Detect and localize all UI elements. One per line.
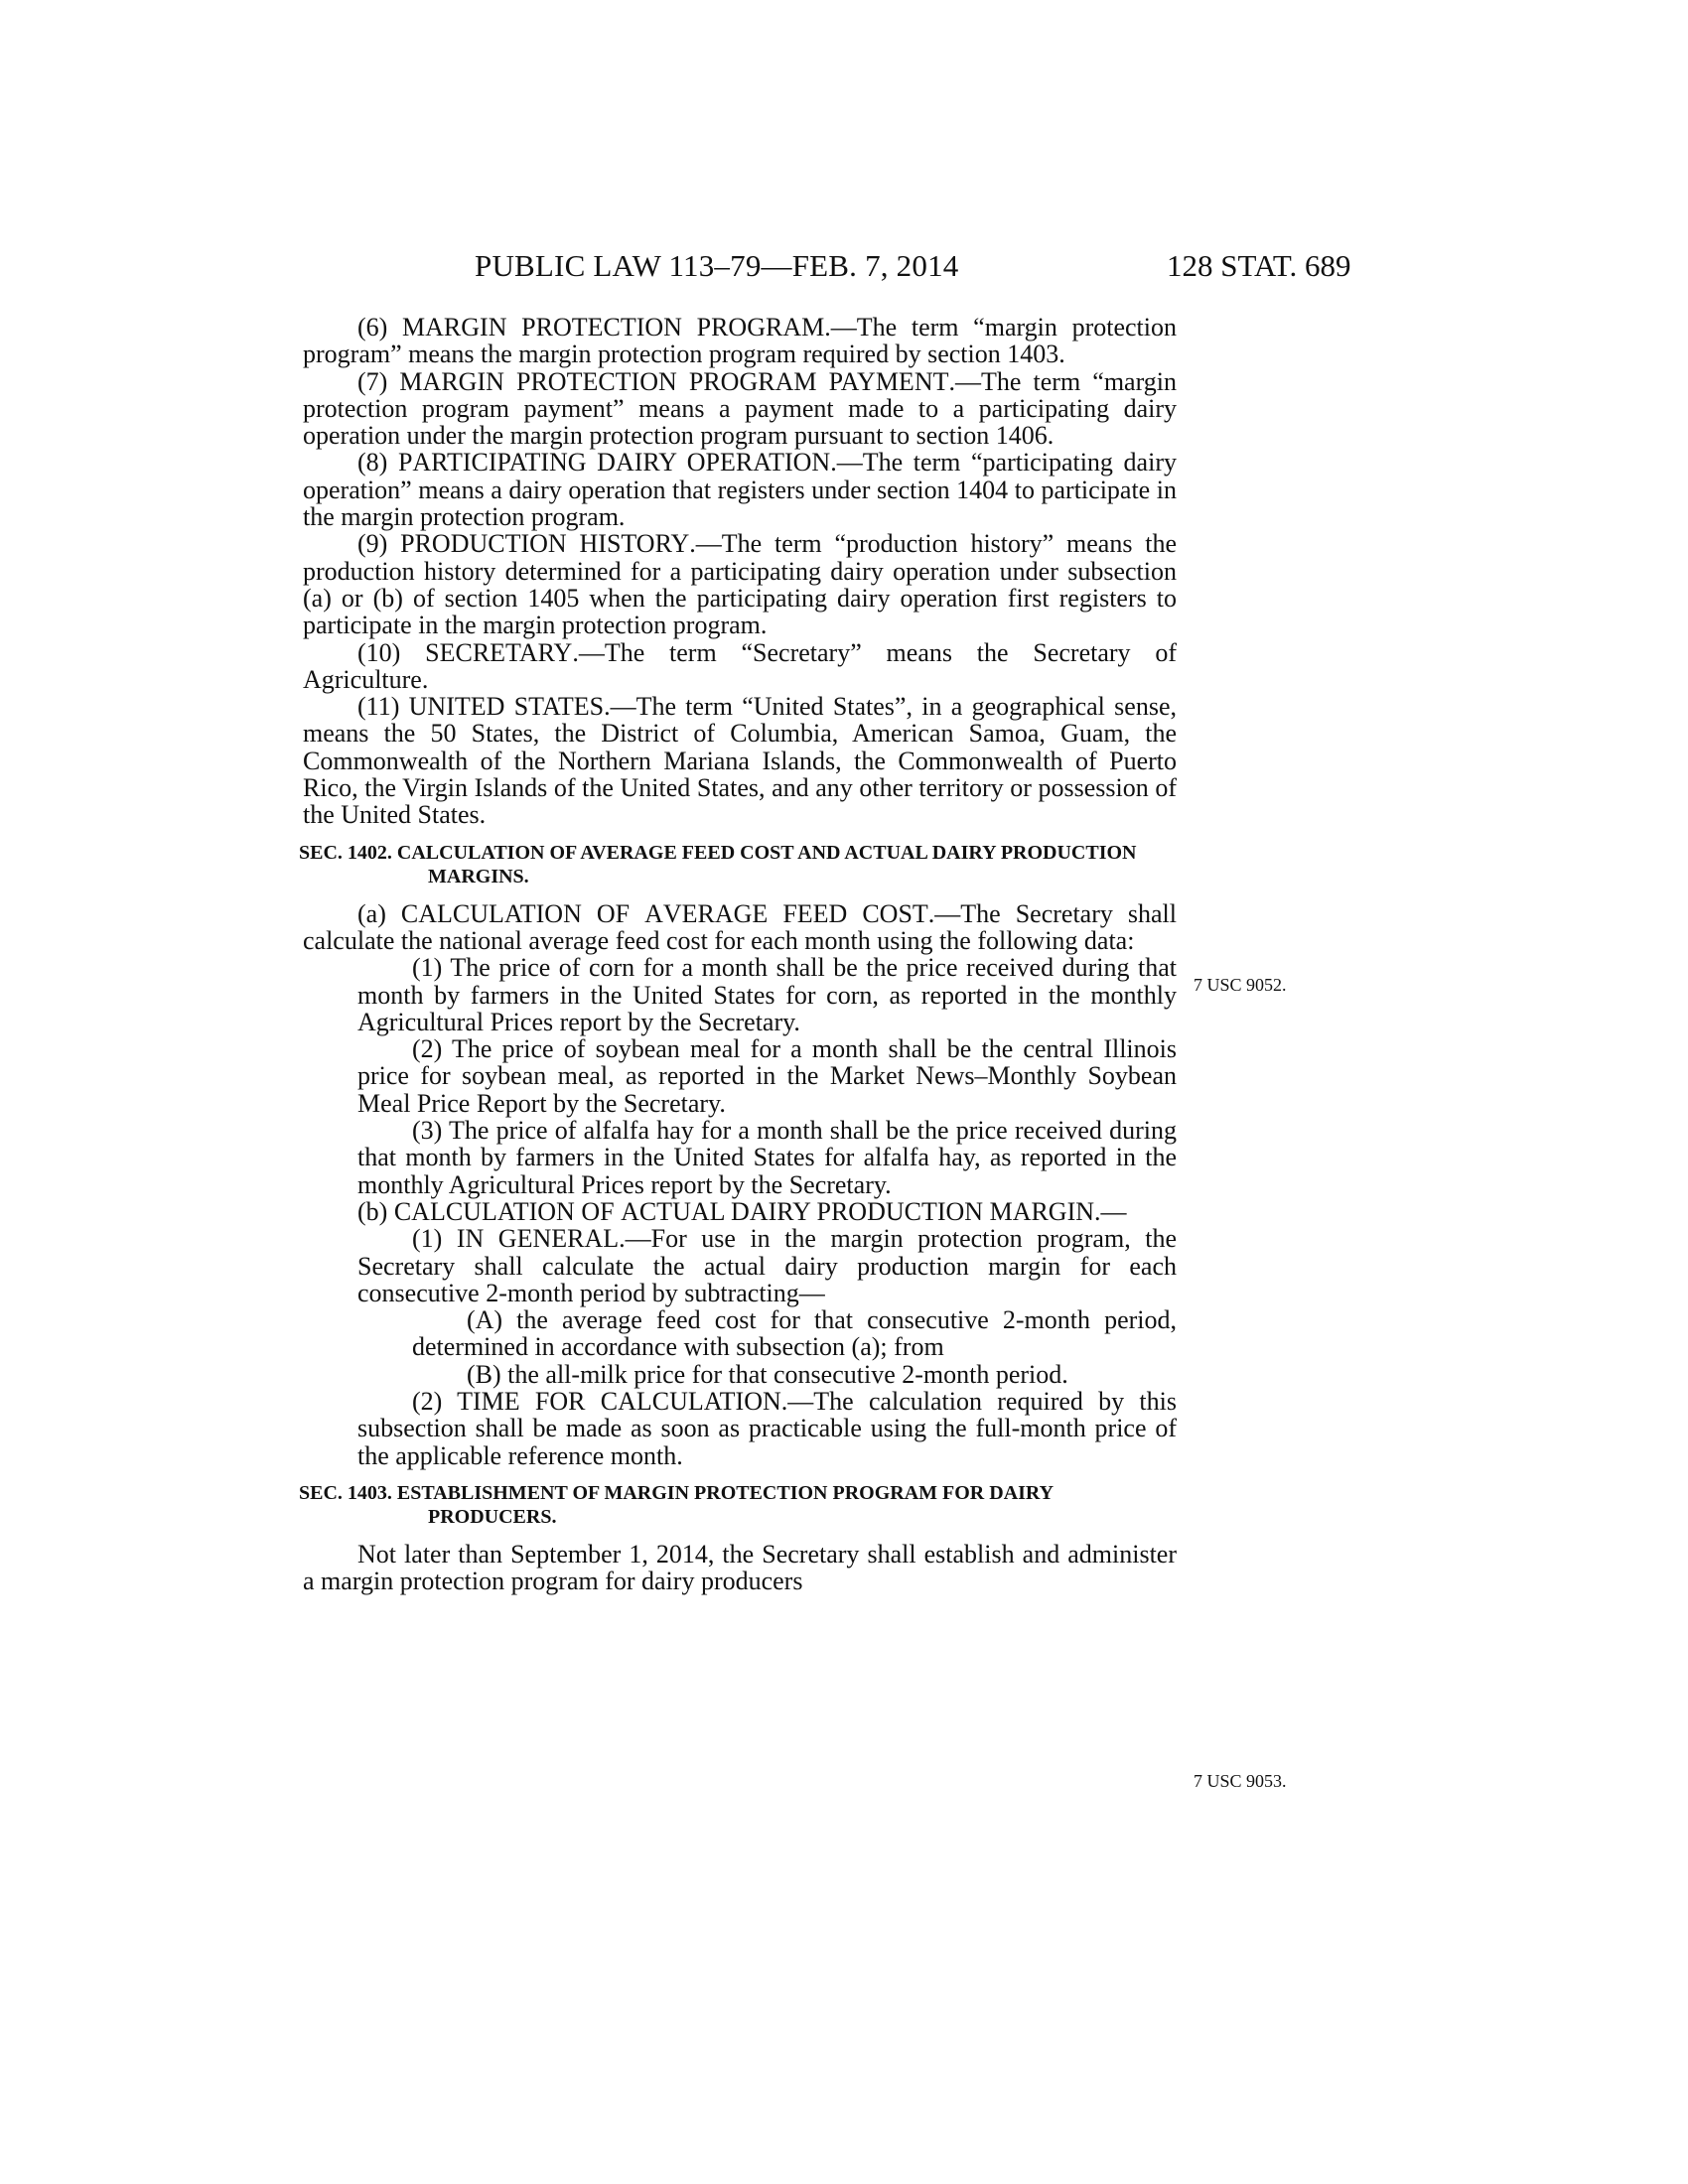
- definition-11: (11) UNITED STATES.—The term “United States”, in a geographical sense, means the 50 States, the District of Columbia, American Samoa, Guam, the Commonwealth of the Northern Mariana Islands, the Commonwealth of Puerto Rico, the Virgin Islands of the United States, and any other territory or possession of the United States.: [303, 692, 1177, 830]
- document-body: [299, 313, 1178, 1596]
- sidenote-7-usc-9053: 7 USC 9053.: [1194, 1771, 1287, 1791]
- sidenote-7-usc-9052: 7 USC 9052.: [1194, 975, 1287, 995]
- page-number: 128 STAT. 689: [1167, 248, 1351, 283]
- definition-7: (7) MARGIN PROTECTION PROGRAM PAYMENT.—The term “margin protection program payment” means a payment made to a participating dairy operation under the margin protection program pursuant to section 1406.: [303, 366, 1177, 451]
- subsection-b-1-A: (A) the average feed cost for that consecutive 2-month period, determined in accordance with subsection (a); from: [412, 1305, 1177, 1362]
- definition-9: (9) PRODUCTION HISTORY.—The term “production history” means the production history determined for a participating dairy operation under subsection (a) or (b) of section 1405 when the participating dairy operation first registers to participate in the margin protection program.: [303, 529, 1178, 640]
- section-heading-1402: SEC. 1402. CALCULATION OF AVERAGE FEED COST AND ACTUAL DAIRY PRODUCTION MARGINS.: [299, 841, 1137, 887]
- subsection-a-2: (2) The price of soybean meal for a month shall be the central Illinois price for soybean meal, as reported in the Market News–Monthly Soybean Meal Price Report by the Secretary.: [357, 1034, 1177, 1118]
- definition-10: (10) SECRETARY.—The term “Secretary” means the Secretary of Agriculture.: [303, 637, 1177, 694]
- subsection-b-2: (2) TIME FOR CALCULATION.—The calculation required by this subsection shall be made as soon as practicable using the full-month price of the applicable reference month.: [357, 1386, 1177, 1470]
- subsection-a: (a) CALCULATION OF AVERAGE FEED COST.—The Secretary shall calculate the national average feed cost for each month using the following data:: [303, 898, 1177, 955]
- definition-6: (6) MARGIN PROTECTION PROGRAM.—The term “margin protection program” means the margin protection program required by section 1403.: [303, 313, 1178, 369]
- section-heading-1403: SEC. 1403. ESTABLISHMENT OF MARGIN PROTECTION PROGRAM FOR DAIRY PRODUCERS.: [299, 1481, 1054, 1528]
- subsection-b-heading: (b) CALCULATION OF ACTUAL DAIRY PRODUCTION MARGIN.—: [357, 1196, 1127, 1226]
- subsection-b-1-B: (B) the all-milk price for that consecutive 2-month period.: [467, 1359, 1068, 1389]
- definition-8: (8) PARTICIPATING DAIRY OPERATION.—The term “participating dairy operation” means a dairy operation that registers under section 1404 to participate in the margin protection program.: [303, 448, 1177, 532]
- running-header-title: PUBLIC LAW 113–79—FEB. 7, 2014: [475, 248, 959, 283]
- subsection-a-3: (3) The price of alfalfa hay for a month shall be the price received during that month by farmers in the United States for alfalfa hay, as reported in the monthly Agricultural Prices report by the Secretary.: [357, 1116, 1177, 1199]
- subsection-a-1: (1) The price of corn for a month shall be the price received during that month by farmers in the United States for corn, as reported in the monthly Agricultural Prices report by the Secretary.: [357, 953, 1177, 1036]
- section-1403-text: Not later than September 1, 2014, the Secretary shall establish and administer a margin protection program for dairy producers: [303, 1539, 1177, 1596]
- subsection-b-1: (1) IN GENERAL.—For use in the margin protection program, the Secretary shall calculate the actual dairy production margin for each consecutive 2-month period by subtracting—: [357, 1224, 1177, 1307]
